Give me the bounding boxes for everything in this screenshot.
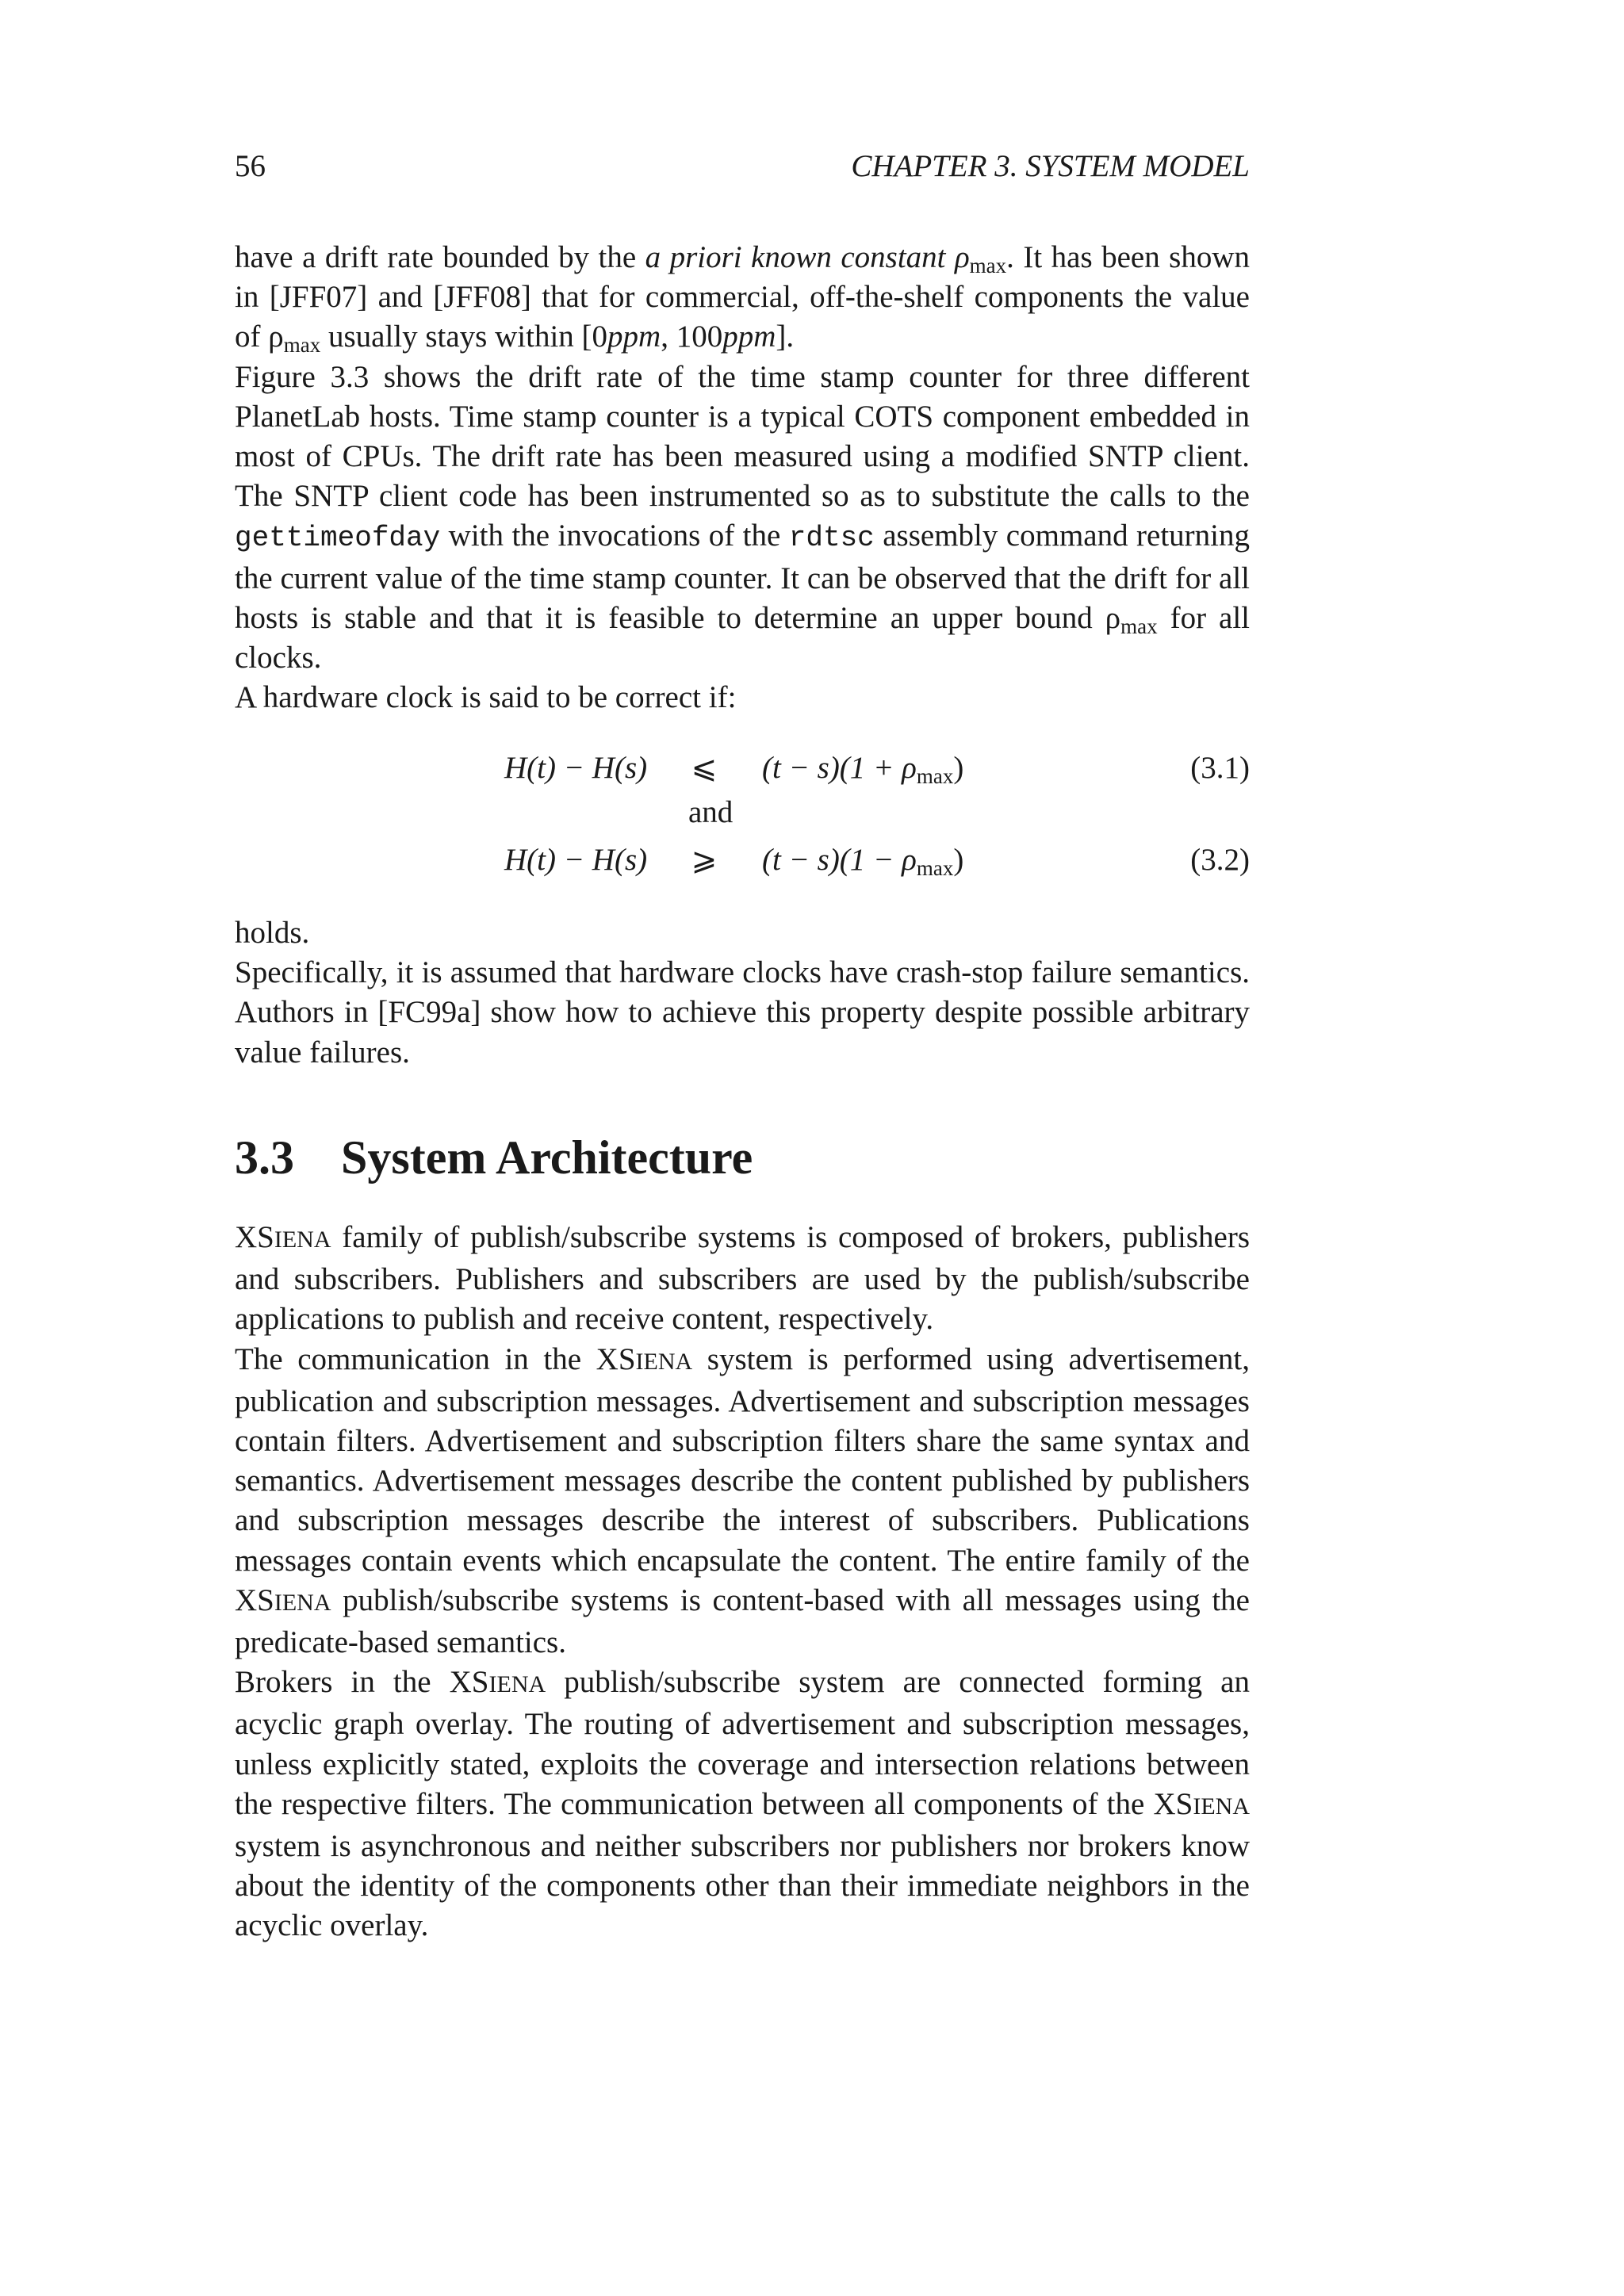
drift-paragraph: have a drift rate bounded by the a priori known constant $\rho_{max}$. It has been shown in [JFF07] and [JFF08] that for commercial, off-the-shelf components the value of $\rho_{max}$ usually stays within [0ppm, 100ppm]. (235, 240, 1250, 358)
equation-number: (3.1) (1190, 751, 1250, 785)
page: 56 CHAPTER 3. SYSTEM MODEL have a drift rate bounded by the a priori known constant $\rho_{max}$. It has been shown in [JFF07] and [JFF08] that for commercial, off-the-shelf components the value of $\rho_{max}$ usually stays within [0ppm, 100ppm]. Figure 3.3 shows the drift rate of the time stamp counter for three different PlanetLab hosts. Time stamp counter is a typical COTS component embedded in most of CPUs. The drift rate has been measured using a modified SNTP client. The SNTP client code has been instrumented so as to substitute the calls to the gettimeofday with the invocations of the rdtsc assembly command returning the current value of the time stamp counter. It can be observed that the drift for all hosts is stable and that it is feasible to determine an upper bound $\rho_{max}$ for all clocks. A hardware clock is said to be correct if: H(t) − H(s) ⩽ $(t - s)(1 + \rho_{max})$ (3.1) and H(t) − H(s) ⩾ $(t - s)(1 - \rho_{max})$ (3.2) holds. Specifically, it is assumed that hardware clocks have crash-stop failure semantics. Authors in [FC99a] show how to achieve this property despite possible arbitrary value failures. 3.3 System Architecture XSIENA family of publish/subscribe systems is composed of brokers, publishers and subscribers. Publishers and subscribers are used by the publish/subscribe applications to publish and receive content, respectively. The communication in the XSIENA system is performed using advertisement, publication and subscription messages. Advertisement and subscription messages contain filters. Advertisement and subscription filters share the same syntax and semantics. Advertisement messages describe the content published by publishers and subscription messages describe the interest of subscribers. Publications messages contain events which encapsulate the content. The entire family of the XSIENA publish/subscribe systems is content-based with all messages using the predicate-based semantics. Brokers in the XSIENA publish/subscribe system are connected forming an acyclic graph overlay. The routing of advertisement and subscription messages, unless explicitly stated, exploits the coverage and intersection relations between the respective filters. The communication between all components of the XSIENA system is asynchronous and neither subscribers nor publishers nor brokers know about the identity of the components other than their immediate neighbors in the acyclic overlay. (0, 0, 1624, 2296)
section-title: System Architecture (341, 1131, 753, 1184)
running-title: CHAPTER 3. SYSTEM MODEL (851, 149, 1250, 183)
equation-number: (3.2) (1190, 843, 1250, 877)
equation-3-2: H(t) − H(s) ⩾ $(t - s)(1 - \rho_{max})$ (3.2) (235, 840, 1250, 880)
page-number: 56 (235, 149, 266, 183)
holds-line: holds. (235, 916, 310, 950)
figure-paragraph: Figure 3.3 shows the drift rate of the time stamp counter for three different PlanetLab hosts. Time stamp counter is a typical COTS component embedded in most of CPUs. The drift rate has been measured using a modified SNTP client. The SNTP client code has been instrumented so as to substitute the calls to the gettimeofday with the invocations of the rdtsc assembly command returning the current value of the time stamp counter. It can be observed that the drift for all hosts is stable and that it is feasible to determine an upper bound $\rho_{max}$ for all clocks. (235, 359, 1250, 675)
intro-text (235, 238, 1250, 718)
section-heading (235, 1129, 1250, 1186)
post-equation-text (235, 913, 1250, 1073)
code-rdtsc: rdtsc (788, 522, 875, 555)
arch-paragraph-3: Brokers in the XSIENA publish/subscribe system are connected forming an acyclic graph overlay. The routing of advertisement and subscription messages, unless explicitly stated, exploits the coverage and intersection relations between the respective filters. The communication between all components of the XSIENA system is asynchronous and neither subscribers nor publishers nor brokers know about the identity of the components other than their immediate neighbors in the acyclic overlay. (235, 1665, 1250, 1943)
arch-paragraph-1: XSIENA family of publish/subscribe systems is composed of brokers, publishers and subscribers. Publishers and subscribers are used by the publish/subscribe applications to publish and receive content, respectively. (235, 1220, 1250, 1337)
architecture-text (235, 1218, 1250, 1946)
correct-if-line: A hardware clock is said to be correct if: (235, 680, 737, 715)
page-header (235, 147, 1250, 186)
arch-paragraph-2: The communication in the XSIENA system is performed using advertisement, publication and subscription messages. Advertisement and subscription messages contain filters. Advertisement and subscription filters share the same syntax and semantics. Advertisement messages describe the content published by publishers and subscription messages describe the interest of subscribers. Publications messages contain events which encapsulate the content. The entire family of the XSIENA publish/subscribe systems is content-based with all messages using the predicate-based semantics. (235, 1341, 1250, 1660)
equation-3-1: H(t) − H(s) ⩽ $(t - s)(1 + \rho_{max})$ (3.1) (235, 748, 1250, 788)
section-number: 3.3 (235, 1131, 294, 1184)
code-gettimeofday: gettimeofday (235, 522, 441, 555)
crash-stop-paragraph: Specifically, it is assumed that hardware clocks have crash-stop failure semantics. Authors in [FC99a] show how to achieve this property despite possible arbitrary value failures. (235, 955, 1250, 1070)
